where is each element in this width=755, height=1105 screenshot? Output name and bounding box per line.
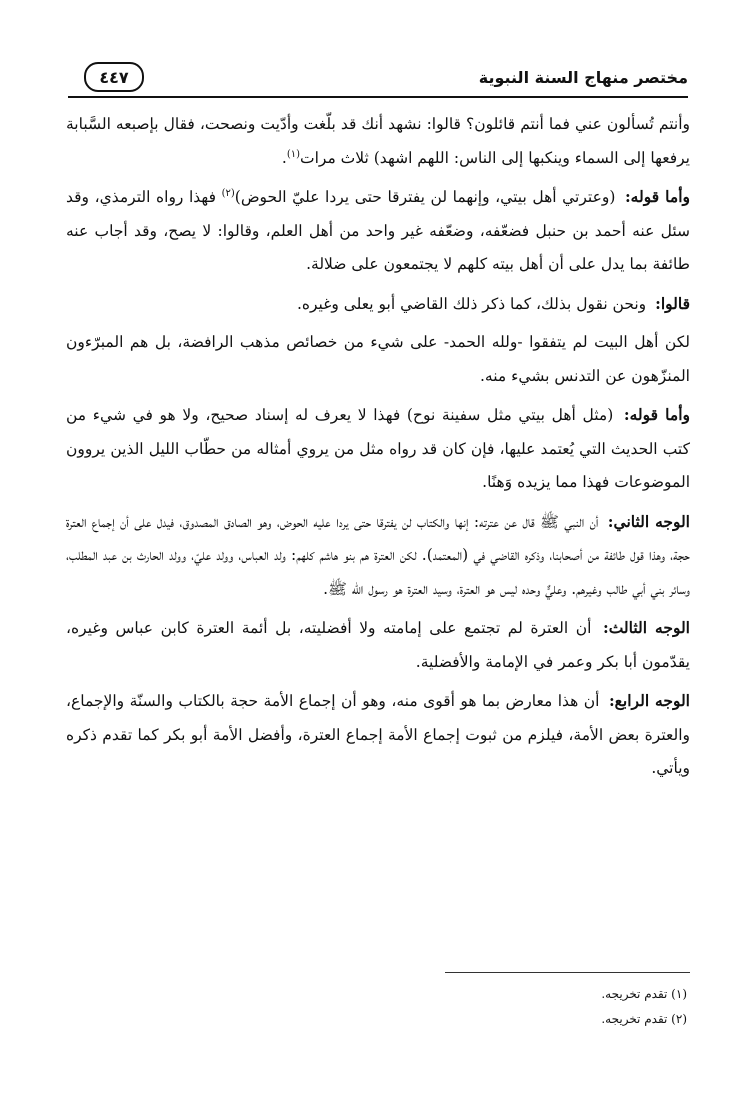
paragraph-text: (مثل أهل بيتي مثل سفينة نوح) فهذا لا يعرف له إسناد صحيح، ولا هو في شيء من كتب الحديث التي يُعتمد عليها، فإن كان قد رواه مثل من يروي أمثاله من حطّاب الليل الذين يروون الموضوعات فهذا مما يزيده وَهنًا. (66, 406, 690, 491)
main-text (66, 108, 690, 791)
paragraph-lead: الوجه الثالث: (602, 618, 690, 637)
paragraph-lead: وأما قوله: (624, 187, 690, 206)
running-title: مختصر منهاج السنة النبوية (478, 68, 688, 87)
paragraph (66, 398, 690, 500)
paragraph-lead: الوجه الرابع: (608, 691, 690, 710)
paragraph (66, 287, 690, 322)
paragraph-lead: قالوا: (655, 293, 690, 313)
paragraph-text: ونحن نقول بذلك، كما ذكر ذلك القاضي أبو يعلى وغيره. (296, 294, 647, 313)
paragraph (66, 684, 690, 786)
footnote-marker: (١) (286, 148, 300, 160)
footnote-item: (١) تقدم تخريجه. (601, 987, 687, 1001)
paragraph-text: أن هذا معارض بما هو أقوى منه، وهو أن إجماع الأمة حجة بالكتاب والسنّة والإجماع، والعترة بعض الأمة، فيلزم من ثبوت إجماع الأمة إجماع العترة، وأفضل الأمة أبو بكر كما تقدم ذكره ويأتي. (66, 692, 690, 777)
paragraph (66, 108, 690, 175)
paragraph (66, 180, 690, 282)
paragraph-text: لكن أهل البيت لم يتفقوا -ولله الحمد- على شيء من خصائص مذهب الرافضة، بل هم المبرّءون المنزّهون عن التدنس بشيء منه. (66, 333, 690, 385)
paragraph-tail: فهذا رواه الترمذي، وقد سئل عنه أحمد بن حنبل فضعّفه، وضعّفه غير واحد من أهل العلم، وقالوا: لا يصح، وقد أجاب عنه طائفة بما يدل على أن أهل بيته كلهم لا يجتمعون على ضلالة. (66, 188, 690, 273)
paragraph-text: (وعترتي أهل بيتي، وإنهما لن يفترقا حتى يردا عليّ الحوض) (234, 188, 616, 206)
paragraph (66, 326, 690, 393)
paragraph-text: وأنتم تُسألون عني فما أنتم قائلون؟ قالوا: نشهد أنك قد بلّغت وأدّيت ونصحت، فقال بإصبعه السَّبابة يرفعها إلى السماء وينكبها إلى الناس: اللهم اشهد) ثلاث مرات (66, 115, 690, 167)
paragraph-lead: وأما قوله: (623, 405, 690, 424)
footnote-marker: (٢) (221, 187, 235, 199)
paragraph-text: أن العترة لم تجتمع على إمامته ولا أفضليته، بل أئمة العترة كابن عباس وغيره، يقدّمون أبا بكر وعمر في الإمامة والأفضلية. (66, 619, 690, 671)
paragraph-tail: . (281, 148, 287, 167)
paragraph (66, 611, 690, 679)
footnote-divider (445, 972, 690, 973)
footnote-item: (٢) تقدم تخريجه. (601, 1012, 687, 1026)
page-number-badge: ٤٤٧ (84, 62, 144, 92)
paragraph-lead: الوجه الثاني: (607, 511, 690, 531)
footnotes (387, 982, 687, 1032)
paragraph (66, 505, 690, 607)
paragraph-text: أن النبي ﷺ قال عن عترته: إنها والكتاب لن يفترقا حتى يردا عليه الحوض، وهو الصادق المصدوق، فيدل على أن إجماع العترة حجة، وهذا قول طائفة من أصحابنا، وذكره القاضي في (المعتمد). لكن العترة هم بنو هاشم كلهم: ولد العباس، وولد عليّ، وولد الحارث بن عبد المطلب، وسائر بني أبي طالب وغيرهم. وعليٌّ وحده ليس هو العترة، وسيد العترة هو رسول الله ﷺ. (66, 512, 690, 598)
page-header (68, 62, 688, 94)
header-divider (68, 96, 688, 98)
